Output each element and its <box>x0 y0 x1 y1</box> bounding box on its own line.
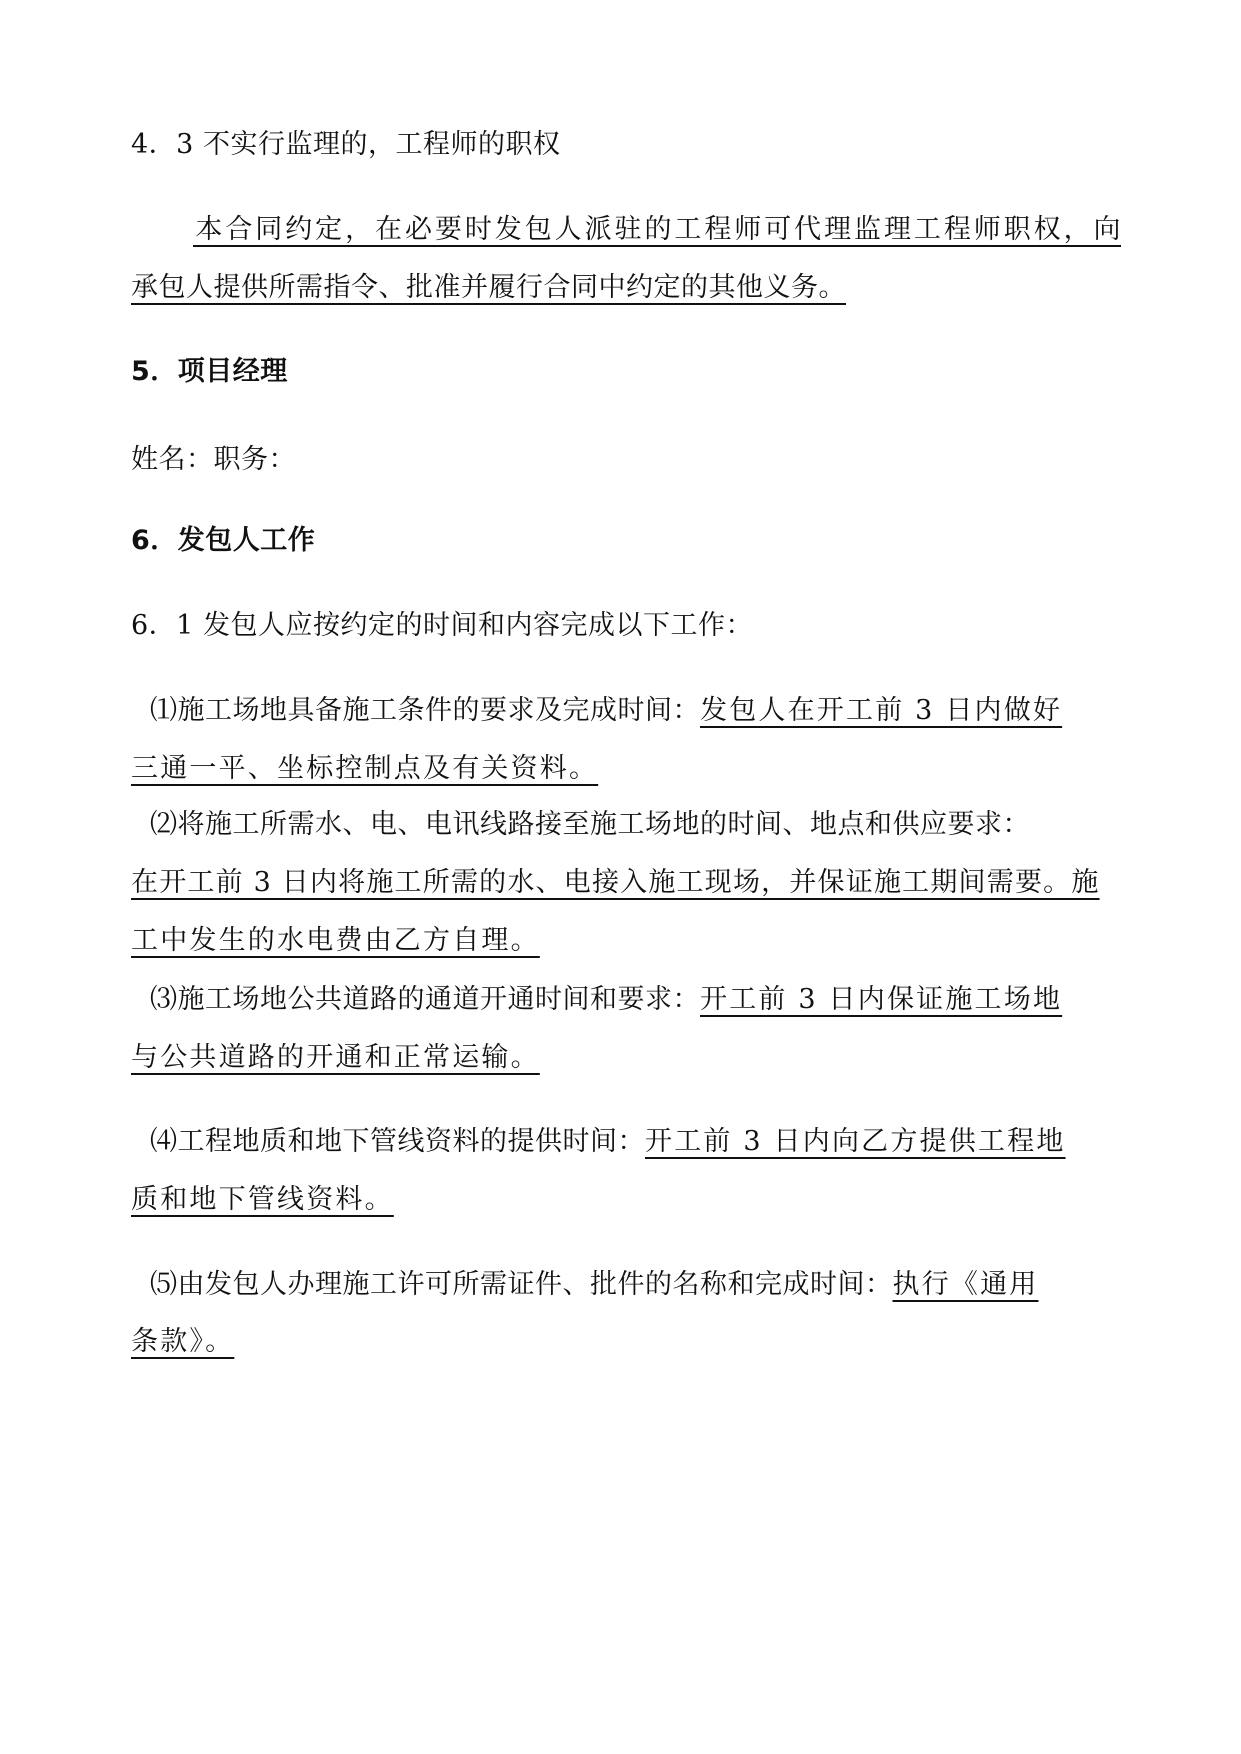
item-4-answer-cont: 质和地下管线资料。 <box>131 1184 394 1215</box>
item-4-line1 <box>150 1122 1121 1162</box>
item-5-label: ⑸由发包人办理施工许可所需证件、批件的名称和完成时间： <box>150 1269 893 1300</box>
section-4-3-title: 4．3 不实行监理的，工程师的职权 <box>131 129 561 160</box>
item-5-answer: 执行《通用 <box>892 1269 1039 1300</box>
item-2-line2 <box>131 863 1121 903</box>
item-4-answer: 开工前 3 日内向乙方提供工程地 <box>645 1126 1066 1157</box>
item-3-line2 <box>131 1038 1121 1078</box>
item-3-answer-cont: 与公共道路的开通和正常运输。 <box>131 1042 540 1073</box>
section-6-heading: 6．发包人工作 <box>131 525 316 556</box>
section-4-3-body-line2 <box>131 268 1121 308</box>
item-5-line2 <box>131 1322 1121 1362</box>
item-5-answer-cont: 条款》。 <box>131 1326 235 1357</box>
item-2-line3 <box>131 921 1121 961</box>
item-1-answer: 发包人在开工前 3 日内做好 <box>700 695 1063 726</box>
item-1-answer-cont: 三通一平、坐标控制点及有关资料。 <box>131 753 599 784</box>
item-2-answer-cont: 工中发生的水电费由乙方自理。 <box>131 925 540 956</box>
item-3-answer: 开工前 3 日内保证施工场地 <box>700 984 1063 1015</box>
item-2-label: ⑵将施工所需水、电、电讯线路接至施工场地的时间、地点和供应要求： <box>150 809 1030 840</box>
item-3-label: ⑶施工场地公共道路的通道开通时间和要求： <box>150 984 700 1015</box>
section-5-name-role: 姓名：职务： <box>131 444 296 475</box>
item-2-line1 <box>150 805 1121 845</box>
section-4-3-body-text: 本合同约定，在必要时发包人派驻的工程师可代理监理工程师职权，向 <box>193 214 1121 245</box>
item-2-answer: 在开工前 3 日内将施工所需的水、电接入施工现场，并保证施工期间需要。施 <box>131 867 1100 898</box>
section-5-heading: 5．项目经理 <box>131 356 288 387</box>
item-4-label: ⑷工程地质和地下管线资料的提供时间： <box>150 1126 645 1157</box>
item-4-line2 <box>131 1180 1121 1220</box>
section-6-1-intro: 6．1 发包人应按约定的时间和内容完成以下工作： <box>131 610 753 641</box>
section-4-3-body-line1 <box>131 210 1121 250</box>
item-1-label: ⑴施工场地具备施工条件的要求及完成时间： <box>150 695 700 726</box>
item-1-line2 <box>131 749 1121 789</box>
item-3-line1 <box>150 980 1121 1020</box>
item-1-line1 <box>150 691 1121 731</box>
item-5-line1 <box>150 1265 1121 1305</box>
section-4-3-body-text-cont: 承包人提供所需指令、批准并履行合同中约定的其他义务。 <box>131 272 846 303</box>
